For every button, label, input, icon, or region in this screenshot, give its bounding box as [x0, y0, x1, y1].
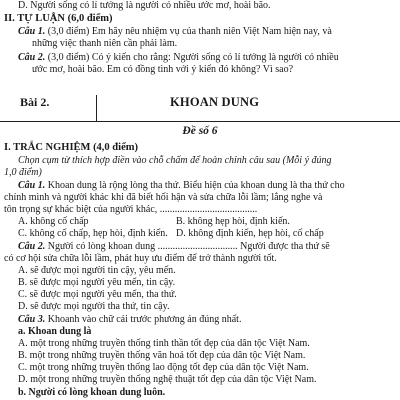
question-3-option-b: B. một trong những truyền thống văn hoá tốt đẹp của dân tộc Việt Nam. — [18, 350, 306, 361]
lesson-divider — [96, 95, 97, 121]
question-1-line-2: chính mình và người khác khi đã biết hối hận và sửa chữa lỗi lầm; lắng nghe và — [4, 192, 323, 203]
instruction-line-2: 1,0 điểm) — [4, 167, 42, 178]
option-c: C. không cố chấp, hẹp hòi, định kiến. — [18, 228, 168, 239]
question-text: (3,0 điểm) Em hãy nêu nhiệm vụ của thanh niên Việt Nam hiện nay, và — [47, 26, 332, 37]
question-2-option-b: B. sẽ được mọi người yêu mến, tin cậy. — [18, 277, 176, 288]
previous-option-d: D. Người sống có lí tưởng là người có nhiều ước mơ, hoài bão. — [18, 0, 271, 11]
question-text: Khoanh vào chữ cái trước phương án đúng nhất. — [47, 314, 242, 325]
essay-question-1-cont: những việc thanh niên cần phải làm. — [32, 38, 178, 49]
question-3-part-a: a. Khoan dung là — [18, 326, 92, 337]
question-text: Người có lòng khoan dung ................................ Người được tha thứ sẽ — [47, 241, 330, 252]
question-text: Khoan dung là rộng lòng tha thứ. Biểu hiện của khoan dung là tha thứ cho — [47, 180, 345, 191]
question-2-line-2: có cơ hội sửa chữa lỗi lầm, phát huy ưu điểm để trở thành người tốt. — [4, 253, 277, 264]
section-essay-heading: II. TỰ LUẬN (6,0 điểm) — [4, 13, 113, 24]
lesson-header — [0, 95, 400, 122]
lesson-title: KHOAN DUNG — [170, 95, 260, 109]
question-3 — [4, 314, 396, 326]
question-2-option-c: C. sẽ được mọi người yêu mến, tha thứ. — [18, 289, 177, 300]
essay-question-2-cont: ước mơ, hoài bão. Em có đồng tình với ý kiến đó không? Vì sao? — [32, 64, 294, 75]
question-2-option-d: D. sẽ được mọi người tha thứ, tin cậy. — [18, 301, 170, 312]
essay-question-1 — [4, 26, 396, 38]
question-3-part-b: b. Người có lòng khoan dung luôn. — [18, 387, 166, 398]
lesson-number: Bài 2. — [20, 95, 50, 109]
option-b: B. không hẹp hòi, định kiến. — [176, 216, 290, 227]
question-label: Câu 3. — [18, 314, 46, 325]
instruction-line-1: Chọn cụm từ thích hợp điền vào chỗ chấm để hoàn chỉnh câu sau (Mỗi ý đúng — [18, 155, 332, 166]
question-1-line-3: tôn trọng sự khác biệt của người khác, ....................................... — [4, 204, 258, 215]
question-3-option-c: C. một trong những truyền thống lao động tốt đẹp của dân tộc Việt Nam. — [18, 362, 309, 373]
option-d: D. không định kiến, hẹp hòi, cố chấp — [176, 228, 324, 239]
question-3-option-d: D. một trong những truyền thống nghệ thuật tốt đẹp của dân tộc Việt Nam. — [18, 374, 317, 385]
exam-title: Đề số 6 — [182, 125, 218, 137]
question-3-option-a: A. một trong những truyền thống tinh thần tốt đẹp của dân tộc Việt Nam. — [18, 338, 310, 349]
question-label: Câu 2. — [18, 52, 46, 63]
question-label: Câu 1. — [18, 180, 46, 191]
question-text: (3,0 điểm) Có ý kiến cho rằng: Người sống có lí tưởng là người có nhiều — [47, 52, 339, 63]
question-1 — [4, 180, 396, 192]
question-label: Câu 1. — [18, 26, 46, 37]
essay-question-2 — [4, 52, 396, 64]
question-2-option-a: A. sẽ được mọi người tin cậy, yêu mến. — [18, 265, 176, 276]
question-2 — [4, 241, 396, 253]
section-multiple-choice-heading: I. TRẮC NGHIỆM (4,0 điểm) — [4, 142, 138, 153]
option-a: A. không cố chấp — [18, 216, 89, 227]
question-label: Câu 2. — [18, 241, 46, 252]
